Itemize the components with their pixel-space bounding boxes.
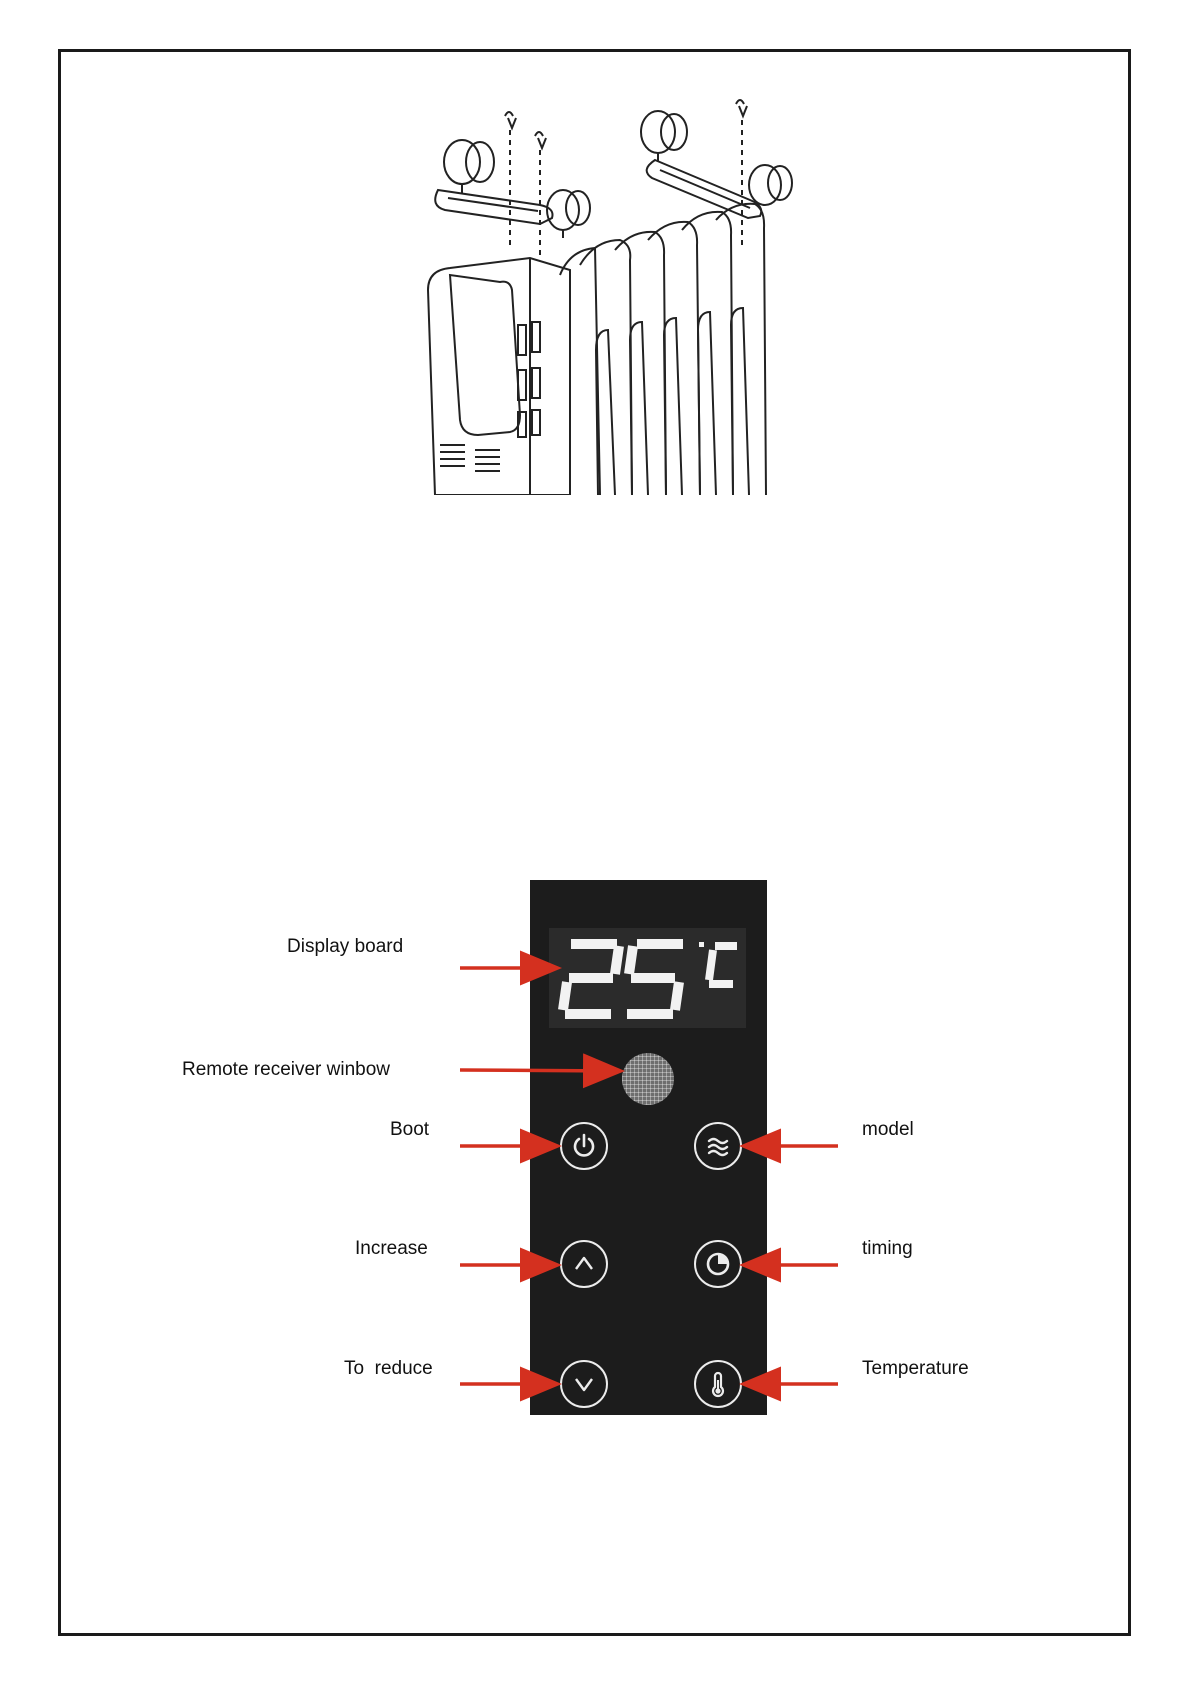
label-remote-receiver: Remote receiver winbow: [182, 1059, 391, 1080]
label-boot: Boot: [390, 1119, 430, 1140]
label-display-board: Display board: [287, 936, 404, 957]
arrow-remote-receiver: [460, 1070, 618, 1071]
label-timing: timing: [862, 1238, 913, 1259]
label-reduce: To reduce: [344, 1358, 433, 1379]
label-model: model: [862, 1119, 914, 1140]
label-temperature: Temperature: [862, 1358, 969, 1379]
label-increase: Increase: [355, 1238, 428, 1259]
